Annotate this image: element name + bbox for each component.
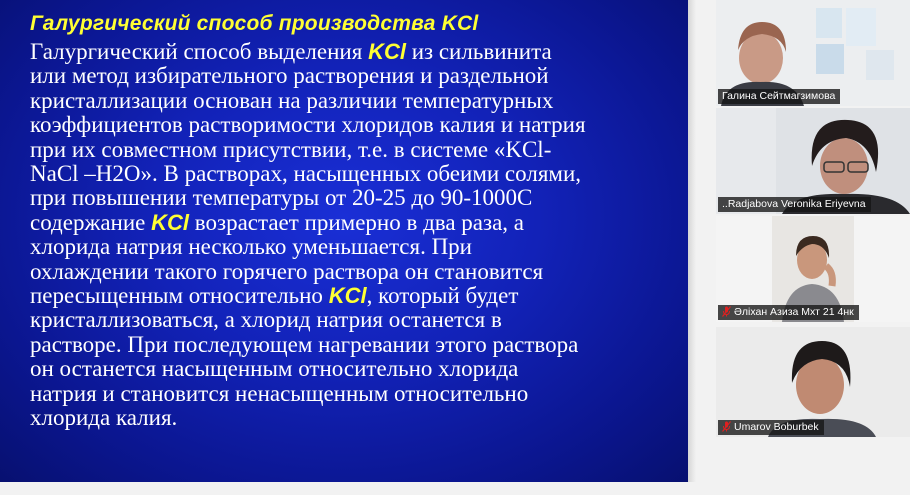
slide-text-segment: охлаждении такого горячего раствора он становится: [30, 258, 544, 284]
slide-text-segment: он останется насыщенным относительно хлорида: [30, 356, 519, 382]
slide-text-segment: кристаллизоваться, а хлорид натрия останется в: [30, 307, 502, 333]
highlighted-formula: KCl: [151, 209, 190, 235]
slide-text-segment: растворе. При последующем нагревании этого раствора: [30, 331, 579, 357]
participant-name: Umarov Boburbek: [734, 421, 819, 433]
slide-text-line: [30, 357, 680, 381]
slide-text-segment: хлорида натрия несколько уменьшается. При: [30, 234, 472, 260]
slide-text-line: [30, 113, 680, 137]
slide-text-segment: NaCl –H2O». В растворах, насыщенных обеими солями,: [30, 161, 582, 187]
slide-text-line: [30, 284, 680, 308]
participant-name: ..Radjabova Veronika Eriyevna: [722, 198, 866, 210]
slide-text-segment: из сильвинита: [405, 39, 552, 64]
slide-text-line: [30, 308, 680, 332]
slide-text-segment: содержание: [30, 209, 152, 235]
slide-text-line: [30, 406, 680, 430]
slide-text-line: [30, 89, 680, 113]
slide-text-segment: при их совместном присутствии, т.е. в системе «KCl-: [30, 136, 552, 162]
slide-text-segment: возрастает примерно в два раза, а: [189, 209, 525, 235]
slide-text-line: [30, 186, 680, 210]
participant-name: Әліхан Азиза Мхт 21 4нк: [734, 306, 854, 318]
participant-nameplate: [718, 420, 824, 435]
slide-text-segment: , который будет: [366, 283, 519, 309]
participant-nameplate: [718, 305, 859, 320]
slide-text-segment: хлорида калия.: [30, 405, 178, 431]
slide-text-segment: при повышении температуры от 20-25 до 90-1000С: [30, 185, 533, 211]
slide-body-text: [30, 40, 680, 431]
slide-text-line: [30, 211, 680, 235]
slide-text-line: [30, 40, 680, 64]
slide-text-line: [30, 138, 680, 162]
participant-nameplate: [718, 89, 840, 104]
slide-text-line: [30, 162, 680, 186]
slide-text-line: [30, 235, 680, 259]
participant-tile[interactable]: [716, 216, 910, 322]
slide-text-segment: пересыщенным относительно: [30, 283, 329, 309]
participant-nameplate: [718, 197, 871, 212]
muted-mic-icon: [722, 306, 731, 317]
muted-mic-icon: [722, 421, 731, 432]
slide-text-line: [30, 64, 680, 88]
slide-text-segment: Галургический способ выделения: [30, 39, 369, 64]
participant-tile[interactable]: [716, 327, 910, 437]
slide-text-segment: или метод избирательного растворения и раздельной: [30, 63, 549, 89]
participant-gallery: [716, 0, 910, 495]
highlighted-formula: KCl: [328, 283, 367, 309]
slide-text-segment: натрия и становится ненасыщенным относительно: [30, 380, 529, 406]
participant-name: Галина Сейтмагзимова: [722, 90, 836, 102]
slide-text-segment: кристаллизации основан на различии температурных: [30, 87, 554, 113]
slide-text-line: [30, 382, 680, 406]
participant-tile[interactable]: [716, 108, 910, 214]
slide-title: Галургический способ производства KCl: [30, 12, 479, 35]
slide-text-line: [30, 260, 680, 284]
slide-edge-shadow: [688, 0, 696, 482]
slide-text-line: [30, 333, 680, 357]
slide-text-segment: коэффициентов растворимости хлоридов калия и натрия: [30, 112, 586, 138]
highlighted-formula: KCl: [368, 39, 406, 64]
participant-tile[interactable]: [716, 0, 910, 106]
